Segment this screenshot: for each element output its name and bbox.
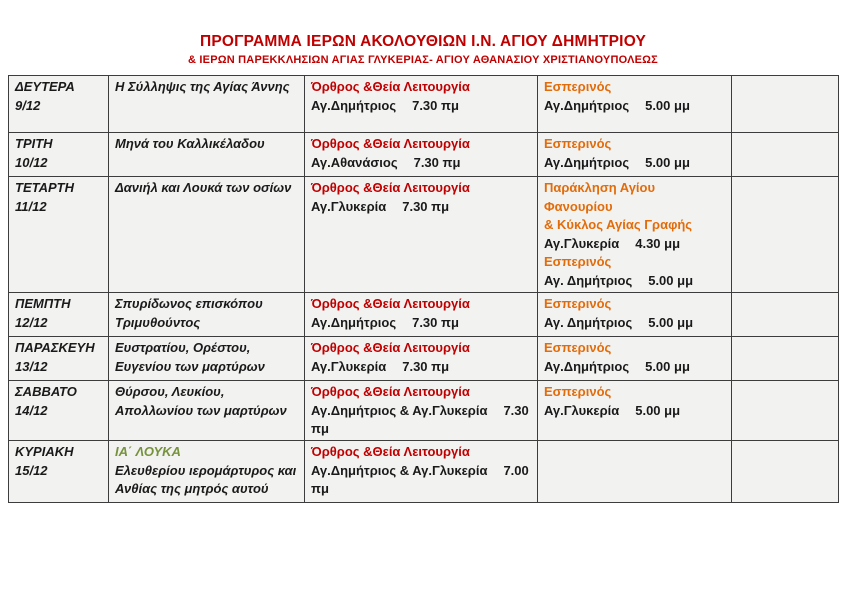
morning-text: Αγ.Γλυκερία — [311, 358, 387, 374]
evening-time: 5.00 μμ — [645, 154, 690, 170]
morning-services-cell — [305, 133, 538, 177]
feast-text: Η Σύλληψις της Αγίας Άννης — [115, 79, 290, 95]
evening-text: Εσπερινός — [544, 79, 612, 95]
morning-line — [311, 135, 531, 153]
notes-cell — [732, 177, 839, 293]
schedule-row — [9, 177, 839, 293]
morning-text: Αγ.Δημήτριος & Αγ.Γλυκερία — [311, 462, 488, 478]
evening-time: 5.00 μμ — [645, 97, 690, 113]
morning-time: 7.30 πμ — [402, 198, 450, 214]
morning-text: Όρθρος &Θεία Λειτουργία — [311, 180, 470, 196]
evening-text: Αγ.Γλυκερία — [544, 235, 620, 251]
morning-time: 7.30 πμ — [413, 154, 461, 170]
day-name: ΤΡΙΤΗ — [15, 136, 53, 152]
evening-text: Αγ.Γλυκερία — [544, 402, 620, 418]
morning-line — [311, 358, 531, 376]
evening-line — [544, 97, 725, 115]
morning-text: Όρθρος &Θεία Λειτουργία — [311, 444, 470, 460]
feast-text: Θύρσου, Λευκίου, Απολλωνίου των μαρτύρων — [115, 384, 287, 418]
evening-time: 5.00 μμ — [635, 402, 681, 418]
day-name: ΠΕΜΠΤΗ — [15, 296, 71, 312]
day-cell — [9, 133, 109, 177]
morning-text: Όρθρος &Θεία Λειτουργία — [311, 384, 470, 400]
feast-cell — [109, 293, 305, 337]
morning-services-cell — [305, 441, 538, 503]
evening-time: 5.00 μμ — [648, 272, 694, 288]
evening-line — [544, 216, 725, 234]
morning-time: 7.30 πμ — [311, 402, 529, 436]
feast-text: Σπυρίδωνος επισκόπου Τριμυθούντος — [115, 296, 263, 330]
day-cell — [9, 337, 109, 381]
morning-line — [311, 295, 531, 313]
morning-text: Όρθρος &Θεία Λειτουργία — [311, 79, 470, 95]
evening-line — [544, 402, 725, 420]
evening-services-cell — [538, 337, 732, 381]
day-name: ΠΑΡΑΣΚΕΥΗ — [15, 340, 95, 356]
evening-line — [544, 272, 725, 290]
day-date: 10/12 — [15, 154, 48, 170]
evening-line — [544, 383, 725, 401]
evening-line — [544, 154, 725, 172]
day-date: 14/12 — [15, 402, 48, 418]
feast-line — [115, 78, 298, 96]
notes-cell — [732, 293, 839, 337]
morning-text: Αγ.Αθανάσιος — [311, 154, 398, 170]
morning-text: Αγ.Δημήτριος — [311, 97, 397, 113]
morning-services-cell — [305, 177, 538, 293]
evening-line — [544, 339, 725, 357]
schedule-body — [9, 76, 839, 503]
day-name: ΤΕΤΑΡΤΗ — [15, 180, 74, 196]
evening-line — [544, 253, 725, 271]
day-name: ΣΑΒΒΑΤΟ — [15, 384, 77, 400]
evening-line — [544, 358, 725, 376]
evening-text: & Κύκλος Αγίας Γραφής — [544, 217, 693, 233]
feast-line — [115, 135, 298, 153]
morning-line — [311, 314, 531, 332]
evening-line — [544, 78, 725, 96]
evening-services-cell — [538, 293, 732, 337]
evening-services-cell — [538, 381, 732, 441]
evening-text: Αγ.Δημήτριος — [544, 154, 630, 170]
evening-line — [544, 135, 725, 153]
morning-line — [311, 339, 531, 357]
feast-line — [115, 179, 298, 197]
day-name: ΚΥΡΙΑΚΗ — [15, 444, 74, 460]
feast-cell — [109, 381, 305, 441]
feast-cell — [109, 177, 305, 293]
evening-text: Αγ. Δημήτριος — [544, 314, 633, 330]
evening-line — [544, 314, 725, 332]
feast-text: Ελευθερίου ιερομάρτυρος και Ανθίας της μητρός αυτού — [115, 462, 297, 497]
day-date: 9/12 — [15, 97, 41, 113]
morning-line — [311, 97, 531, 115]
feast-line — [115, 339, 298, 376]
evening-text: Αγ.Δημήτριος — [544, 358, 630, 374]
evening-text: Εσπερινός — [544, 136, 612, 152]
morning-line — [311, 78, 531, 96]
day-date: 15/12 — [15, 462, 48, 478]
notes-cell — [732, 133, 839, 177]
day-cell — [9, 293, 109, 337]
evening-line — [544, 179, 725, 216]
feast-line — [115, 462, 298, 499]
evening-text: Αγ.Δημήτριος — [544, 97, 630, 113]
evening-text: Παράκληση Αγίου Φανουρίου — [544, 180, 656, 214]
morning-line — [311, 402, 531, 439]
evening-line — [544, 295, 725, 313]
evening-time: 5.00 μμ — [648, 314, 694, 330]
morning-text: Όρθρος &Θεία Λειτουργία — [311, 136, 470, 152]
feast-cell — [109, 76, 305, 133]
day-date: 13/12 — [15, 358, 48, 374]
schedule-table — [8, 75, 839, 503]
feast-text: Δανιήλ και Λουκά των οσίων — [115, 180, 292, 196]
day-cell — [9, 177, 109, 293]
evening-services-cell — [538, 441, 732, 503]
feast-line — [115, 383, 298, 420]
morning-line — [311, 179, 531, 197]
feast-cell — [109, 441, 305, 503]
evening-text: Αγ. Δημήτριος — [544, 272, 633, 288]
feast-cell — [109, 133, 305, 177]
feast-cell — [109, 337, 305, 381]
schedule-row — [9, 133, 839, 177]
evening-line — [544, 235, 725, 253]
schedule-row — [9, 381, 839, 441]
morning-services-cell — [305, 293, 538, 337]
schedule-row — [9, 441, 839, 503]
evening-services-cell — [538, 133, 732, 177]
morning-line — [311, 154, 531, 172]
notes-cell — [732, 381, 839, 441]
morning-line — [311, 198, 531, 216]
notes-cell — [732, 76, 839, 133]
morning-text: Όρθρος &Θεία Λειτουργία — [311, 296, 470, 312]
document-header — [8, 0, 838, 66]
morning-time: 7.30 πμ — [412, 97, 459, 113]
day-cell — [9, 381, 109, 441]
day-cell — [9, 441, 109, 503]
morning-services-cell — [305, 76, 538, 133]
day-date: 11/12 — [15, 198, 47, 214]
day-name: ΔΕΥΤΕΡΑ — [15, 79, 75, 95]
feast-line — [115, 295, 298, 332]
morning-time: 7.00 πμ — [311, 462, 529, 497]
morning-services-cell — [305, 337, 538, 381]
morning-time: 7.30 πμ — [402, 358, 450, 374]
document-title: ΠΡΟΓΡΑΜΜΑ ΙΕΡΩΝ ΑΚΟΛΟΥΘΙΩΝ Ι.Ν. ΑΓΙΟΥ ΔΗΜΗΤΡΙΟΥ — [199, 33, 647, 50]
evening-text: Εσπερινός — [544, 384, 612, 400]
feast-text: Μηνά του Καλλικέλαδου — [115, 136, 265, 152]
evening-services-cell — [538, 76, 732, 133]
morning-line — [311, 462, 531, 499]
notes-cell — [732, 441, 839, 503]
morning-text: Όρθρος &Θεία Λειτουργία — [311, 340, 470, 356]
evening-text: Εσπερινός — [544, 254, 612, 270]
morning-time: 7.30 πμ — [412, 314, 459, 330]
evening-time: 5.00 μμ — [645, 358, 690, 374]
morning-text: Αγ.Γλυκερία — [311, 198, 387, 214]
evening-time: 4.30 μμ — [635, 235, 681, 251]
morning-text: Αγ.Δημήτριος & Αγ.Γλυκερία — [311, 402, 488, 418]
morning-text: Αγ.Δημήτριος — [311, 314, 397, 330]
day-cell — [9, 76, 109, 133]
feast-text: Ευστρατίου, Ορέστου, Ευγενίου των μαρτύρων — [115, 340, 265, 374]
evening-text: Εσπερινός — [544, 296, 612, 312]
evening-services-cell — [538, 177, 732, 293]
feast-text: ΙΑ΄ ΛΟΥΚΑ — [115, 444, 181, 460]
document-subtitle: & ΙΕΡΩΝ ΠΑΡΕΚΚΛΗΣΙΩΝ ΑΓΙΑΣ ΓΛΥΚΕΡΙΑΣ- ΑΓΙΟΥ ΑΘΑΝΑΣΙΟΥ ΧΡΙΣΤΙΑΝΟΥΠΟΛΕΩΣ — [188, 54, 658, 67]
notes-cell — [732, 337, 839, 381]
feast-line — [115, 443, 298, 461]
schedule-row — [9, 293, 839, 337]
morning-line — [311, 383, 531, 401]
schedule-row — [9, 76, 839, 133]
schedule-row — [9, 337, 839, 381]
morning-services-cell — [305, 381, 538, 441]
evening-text: Εσπερινός — [544, 340, 612, 356]
morning-line — [311, 443, 531, 461]
day-date: 12/12 — [15, 314, 48, 330]
